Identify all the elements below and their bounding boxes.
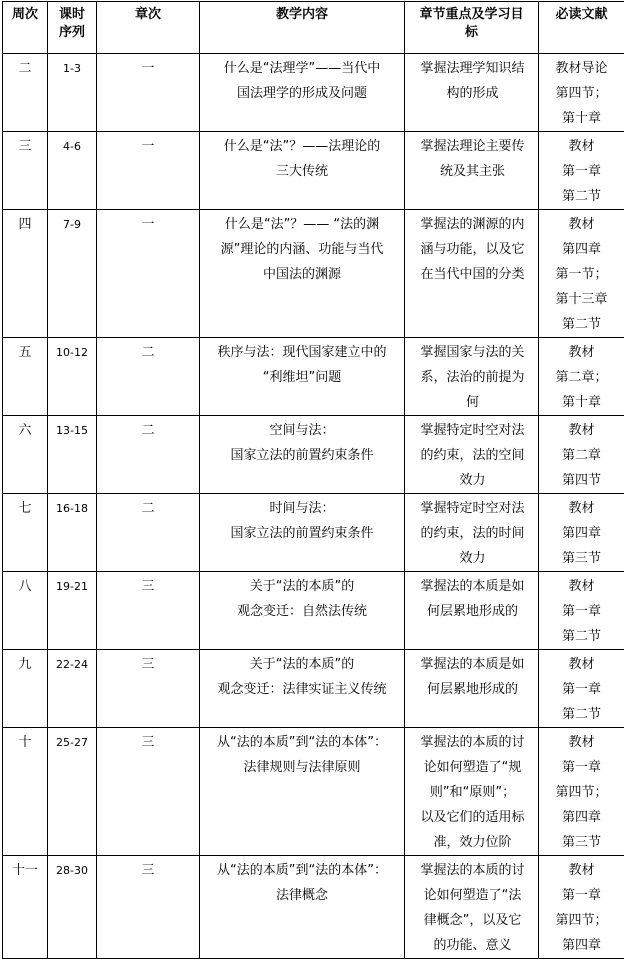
reading-cell xyxy=(539,572,624,650)
goal-cell xyxy=(405,416,539,494)
lesson-range-cell xyxy=(48,338,97,416)
goal-line: 效力 xyxy=(411,468,534,493)
goal-line: 何 xyxy=(411,390,534,415)
chapter-text: 三 xyxy=(97,652,199,677)
goal-line: 则”和“原则”； xyxy=(411,780,534,805)
reading-line: 教材 xyxy=(539,418,624,443)
week-text: 三 xyxy=(3,134,47,159)
goal-line: 掌握国家与法的关 xyxy=(411,340,534,365)
goal-line: 掌握特定时空对法 xyxy=(411,418,534,443)
goal-line: 掌握法理学知识结 xyxy=(411,56,534,81)
week-text: 二 xyxy=(3,56,47,81)
reading-line: 第四章 xyxy=(539,933,624,958)
goal-cell xyxy=(405,54,539,132)
table-row xyxy=(3,572,624,650)
goal-line: 掌握法的本质的讨 xyxy=(411,858,534,883)
reading-line: 第十章 xyxy=(539,106,624,131)
content-line: 观念变迁：自然法传统 xyxy=(204,599,400,624)
content-line: 国法理学的形成及问题 xyxy=(204,81,400,106)
content-line: 观念变迁：法律实证主义传统 xyxy=(204,677,400,702)
content-line: 法律规则与法律原则 xyxy=(204,755,400,780)
content-line: 关于“法的本质”的 xyxy=(204,574,400,599)
lesson-range-cell xyxy=(48,54,97,132)
reading-line: 第一节； xyxy=(539,262,624,287)
goal-line: 构的形成 xyxy=(411,81,534,106)
chapter-cell xyxy=(97,210,200,338)
reading-line: 第三节 xyxy=(539,546,624,571)
week-text: 七 xyxy=(3,496,47,521)
content-cell xyxy=(200,132,405,210)
reading-cell xyxy=(539,650,624,728)
week-cell xyxy=(3,494,48,572)
lesson-range-cell xyxy=(48,856,97,959)
content-cell xyxy=(200,856,405,959)
header-lesson: 课时 序列 xyxy=(48,2,97,54)
week-text: 九 xyxy=(3,652,47,677)
reading-line: 第十三章 xyxy=(539,287,624,312)
reading-line: 第一章 xyxy=(539,599,624,624)
content-line: 三大传统 xyxy=(204,159,400,184)
reading-cell xyxy=(539,210,624,338)
content-cell xyxy=(200,650,405,728)
chapter-text: 一 xyxy=(97,56,199,81)
week-text: 六 xyxy=(3,418,47,443)
reading-line: 第三节 xyxy=(539,830,624,855)
content-line: 国家立法的前置约束条件 xyxy=(204,443,400,468)
chapter-text: 三 xyxy=(97,574,199,599)
reading-line: 教材 xyxy=(539,212,624,237)
goal-line: 掌握法的本质是如 xyxy=(411,574,534,599)
table-row xyxy=(3,210,624,338)
lesson-range-cell xyxy=(48,416,97,494)
reading-cell xyxy=(539,338,624,416)
week-cell xyxy=(3,54,48,132)
content-line: 关于“法的本质”的 xyxy=(204,652,400,677)
chapter-text: 二 xyxy=(97,496,199,521)
goal-line: 以及它们的适用标 xyxy=(411,805,534,830)
content-line: 什么是“法”？——法理论的 xyxy=(204,134,400,159)
content-cell xyxy=(200,494,405,572)
goal-line: 律概念”，以及它 xyxy=(411,908,534,933)
content-cell xyxy=(200,572,405,650)
chapter-cell xyxy=(97,572,200,650)
lesson-range-text: 10-12 xyxy=(48,340,96,365)
content-line: 中国法的渊源 xyxy=(204,262,400,287)
reading-line: 教材导论 xyxy=(539,56,624,81)
content-cell xyxy=(200,728,405,856)
lesson-range-cell xyxy=(48,572,97,650)
goal-line: 掌握法的渊源的内 xyxy=(411,212,534,237)
content-line: 什么是“法理学”——当代中 xyxy=(204,56,400,81)
reading-line: 第十章 xyxy=(539,390,624,415)
reading-line: 第二节 xyxy=(539,702,624,727)
chapter-cell xyxy=(97,650,200,728)
goal-cell xyxy=(405,856,539,959)
syllabus-table xyxy=(2,1,624,959)
goal-cell xyxy=(405,338,539,416)
chapter-text: 一 xyxy=(97,212,199,237)
lesson-range-cell xyxy=(48,132,97,210)
reading-line: 第四章 xyxy=(539,805,624,830)
reading-line: 第一章 xyxy=(539,159,624,184)
reading-line: 第二节 xyxy=(539,184,624,209)
goal-line: 效力 xyxy=(411,546,534,571)
goal-cell xyxy=(405,572,539,650)
goal-line: 论如何塑造了“规 xyxy=(411,755,534,780)
content-line: 国家立法的前置约束条件 xyxy=(204,521,400,546)
week-cell xyxy=(3,210,48,338)
week-cell xyxy=(3,572,48,650)
reading-line: 教材 xyxy=(539,496,624,521)
content-cell xyxy=(200,54,405,132)
reading-line: 教材 xyxy=(539,134,624,159)
reading-cell xyxy=(539,494,624,572)
goal-line: 统及其主张 xyxy=(411,159,534,184)
reading-line: 教材 xyxy=(539,730,624,755)
table-row xyxy=(3,856,624,959)
goal-line: 的功能、意义 xyxy=(411,933,534,958)
table-row xyxy=(3,494,624,572)
reading-line: 第四节； xyxy=(539,81,624,106)
goal-line: 涵与功能，以及它 xyxy=(411,237,534,262)
chapter-cell xyxy=(97,856,200,959)
reading-cell xyxy=(539,132,624,210)
week-cell xyxy=(3,416,48,494)
chapter-text: 一 xyxy=(97,134,199,159)
week-text: 五 xyxy=(3,340,47,365)
chapter-cell xyxy=(97,728,200,856)
lesson-range-text: 22-24 xyxy=(48,652,96,677)
lesson-range-cell xyxy=(48,210,97,338)
goal-line: 何层累地形成的 xyxy=(411,677,534,702)
table-row xyxy=(3,54,624,132)
week-cell xyxy=(3,728,48,856)
chapter-text: 二 xyxy=(97,418,199,443)
table-row xyxy=(3,416,624,494)
week-text: 四 xyxy=(3,212,47,237)
reading-line: 第四节； xyxy=(539,780,624,805)
content-line: 空间与法： xyxy=(204,418,400,443)
chapter-text: 二 xyxy=(97,340,199,365)
goal-line: 何层累地形成的 xyxy=(411,599,534,624)
reading-cell xyxy=(539,54,624,132)
goal-line: 掌握特定时空对法 xyxy=(411,496,534,521)
week-text: 十一 xyxy=(3,858,47,883)
goal-line: 系，法治的前提为 xyxy=(411,365,534,390)
header-content: 教学内容 xyxy=(200,2,405,54)
content-cell xyxy=(200,416,405,494)
goal-cell xyxy=(405,210,539,338)
reading-line: 第一章 xyxy=(539,677,624,702)
content-cell xyxy=(200,210,405,338)
lesson-range-text: 7-9 xyxy=(48,212,96,237)
week-cell xyxy=(3,856,48,959)
chapter-cell xyxy=(97,338,200,416)
goal-line: 论如何塑造了“法 xyxy=(411,883,534,908)
content-line: 法律概念 xyxy=(204,883,400,908)
reading-cell xyxy=(539,416,624,494)
lesson-range-cell xyxy=(48,494,97,572)
reading-line: 第四章 xyxy=(539,521,624,546)
content-cell xyxy=(200,338,405,416)
reading-line: 第四节； xyxy=(539,908,624,933)
goal-cell xyxy=(405,494,539,572)
goal-line: 的约束，法的时间 xyxy=(411,521,534,546)
reading-cell xyxy=(539,856,624,959)
lesson-range-text: 19-21 xyxy=(48,574,96,599)
chapter-cell xyxy=(97,494,200,572)
header-week: 周次 xyxy=(3,2,48,54)
reading-line: 教材 xyxy=(539,574,624,599)
goal-cell xyxy=(405,132,539,210)
reading-line: 教材 xyxy=(539,652,624,677)
reading-line: 第四章 xyxy=(539,237,624,262)
reading-line: 第二节 xyxy=(539,624,624,649)
week-text: 八 xyxy=(3,574,47,599)
lesson-range-cell xyxy=(48,650,97,728)
content-line: 时间与法： xyxy=(204,496,400,521)
lesson-range-text: 4-6 xyxy=(48,134,96,159)
reading-line: 第二章； xyxy=(539,365,624,390)
goal-line: 掌握法的本质是如 xyxy=(411,652,534,677)
lesson-range-cell xyxy=(48,728,97,856)
header-chapter: 章次 xyxy=(97,2,200,54)
lesson-range-text: 16-18 xyxy=(48,496,96,521)
lesson-range-text: 13-15 xyxy=(48,418,96,443)
content-line: 秩序与法：现代国家建立中的 xyxy=(204,340,400,365)
content-line: 源”理论的内涵、功能与当代 xyxy=(204,237,400,262)
goal-cell xyxy=(405,728,539,856)
chapter-text: 三 xyxy=(97,858,199,883)
reading-line: 第四节 xyxy=(539,468,624,493)
reading-line: 教材 xyxy=(539,340,624,365)
lesson-range-text: 25-27 xyxy=(48,730,96,755)
table-row xyxy=(3,728,624,856)
week-cell xyxy=(3,338,48,416)
content-line: 从“法的本质”到“法的本体”： xyxy=(204,858,400,883)
content-line: 从“法的本质”到“法的本体”： xyxy=(204,730,400,755)
goal-line: 掌握法的本质的讨 xyxy=(411,730,534,755)
chapter-cell xyxy=(97,132,200,210)
goal-cell xyxy=(405,650,539,728)
reading-line: 第二节 xyxy=(539,312,624,337)
reading-line: 教材 xyxy=(539,858,624,883)
header-reading: 必读文献 xyxy=(539,2,624,54)
goal-line: 在当代中国的分类 xyxy=(411,262,534,287)
table-row xyxy=(3,650,624,728)
chapter-text: 三 xyxy=(97,730,199,755)
week-cell xyxy=(3,132,48,210)
table-row xyxy=(3,338,624,416)
reading-line: 第二章 xyxy=(539,443,624,468)
chapter-cell xyxy=(97,416,200,494)
goal-line: 的约束，法的空间 xyxy=(411,443,534,468)
lesson-range-text: 28-30 xyxy=(48,858,96,883)
goal-line: 掌握法理论主要传 xyxy=(411,134,534,159)
content-line: “利维坦”问题 xyxy=(204,365,400,390)
goal-line: 准，效力位阶 xyxy=(411,830,534,855)
reading-cell xyxy=(539,728,624,856)
table-row xyxy=(3,132,624,210)
week-cell xyxy=(3,650,48,728)
lesson-range-text: 1-3 xyxy=(48,56,96,81)
week-text: 十 xyxy=(3,730,47,755)
content-line: 什么是“法”？—— “法的渊 xyxy=(204,212,400,237)
reading-line: 第一章 xyxy=(539,883,624,908)
header-row xyxy=(3,2,624,54)
reading-line: 第一章 xyxy=(539,755,624,780)
chapter-cell xyxy=(97,54,200,132)
header-goal: 章节重点及学习目 标 xyxy=(405,2,539,54)
